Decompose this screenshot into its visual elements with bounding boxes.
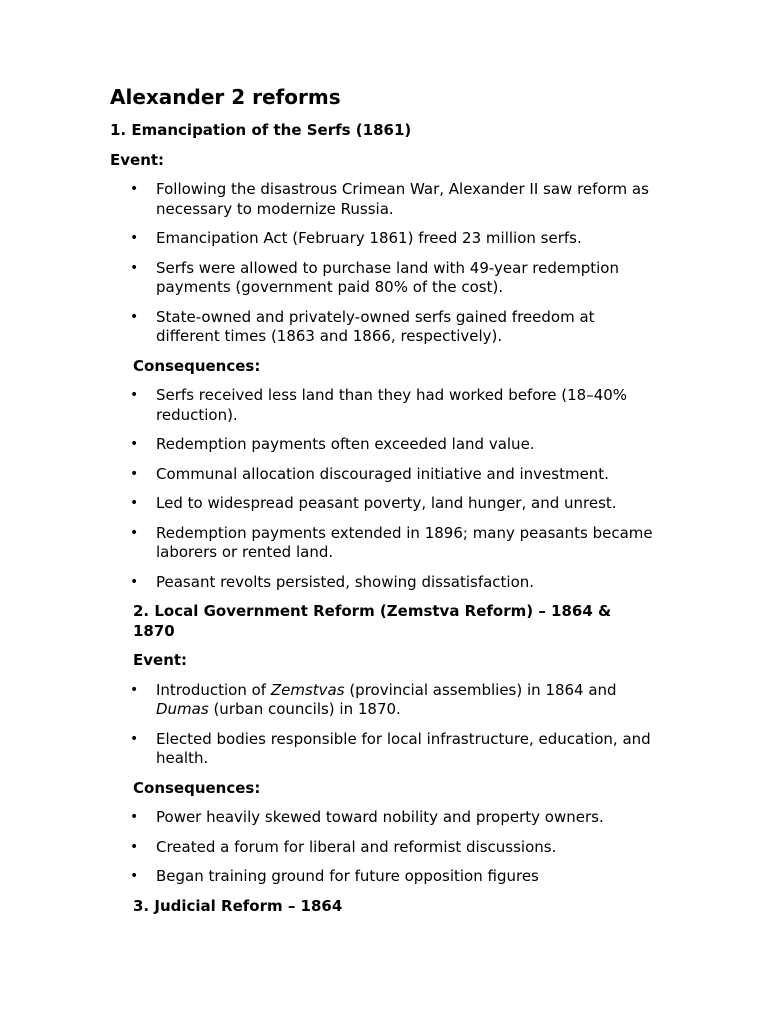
list-item: • Serfs received less land than they had worked before (18–40% reduction). <box>110 386 655 425</box>
list-item: • Redemption payments often exceeded land value. <box>110 435 655 455</box>
list-item: • Emancipation Act (February 1861) freed 23 million serfs. <box>110 229 655 249</box>
section-1-consequences-label: Consequences: <box>133 356 261 375</box>
list-item: • Power heavily skewed toward nobility and property owners. <box>110 808 655 828</box>
list-item: • Redemption payments extended in 1896; many peasants became laborers or rented land. <box>110 524 655 563</box>
section-2-event-list <box>110 681 655 769</box>
list-item: • Serfs were allowed to purchase land with 49-year redemption payments (government paid 80% of the cost). <box>110 259 655 298</box>
list-item: • Elected bodies responsible for local infrastructure, education, and health. <box>110 730 655 769</box>
list-item: • State-owned and privately-owned serfs gained freedom at different times (1863 and 1866, respectively). <box>110 308 655 347</box>
document-body <box>110 121 655 926</box>
item-text: (urban councils) in 1870. <box>208 700 401 718</box>
section-2-heading: 2. Local Government Reform (Zemstva Reform) – 1864 & 1870 <box>133 602 612 640</box>
item-emphasis: Dumas <box>156 700 209 718</box>
section-2-event-label: Event: <box>133 651 188 669</box>
list-item: • Created a forum for liberal and reformist discussions. <box>110 838 655 858</box>
item-text: (provincial assemblies) in 1864 and <box>344 680 617 699</box>
section-3-heading: 3. Judicial Reform – 1864 <box>133 896 343 915</box>
list-item <box>110 681 655 720</box>
list-item: • Communal allocation discouraged initiative and investment. <box>110 465 655 485</box>
section-1-heading: 1. Emancipation of the Serfs (1861) <box>110 121 412 139</box>
item-emphasis: Zemstvas <box>270 680 345 699</box>
list-item: • Began training ground for future opposition figures <box>110 867 655 887</box>
item-text: Introduction of <box>156 680 271 699</box>
document-title: Alexander 2 reforms <box>110 85 341 109</box>
section-2-consequences-label: Consequences: <box>133 778 261 797</box>
section-1-consequences-list <box>110 386 655 592</box>
list-item: • Led to widespread peasant poverty, land hunger, and unrest. <box>110 494 655 514</box>
section-1-event-label: Event: <box>110 150 165 169</box>
list-item: • Following the disastrous Crimean War, Alexander II saw reform as necessary to modernize Russia. <box>110 180 655 219</box>
list-item: • Peasant revolts persisted, showing dissatisfaction. <box>110 573 655 593</box>
section-2-consequences-list <box>110 808 655 887</box>
section-1-event-list <box>110 180 655 347</box>
